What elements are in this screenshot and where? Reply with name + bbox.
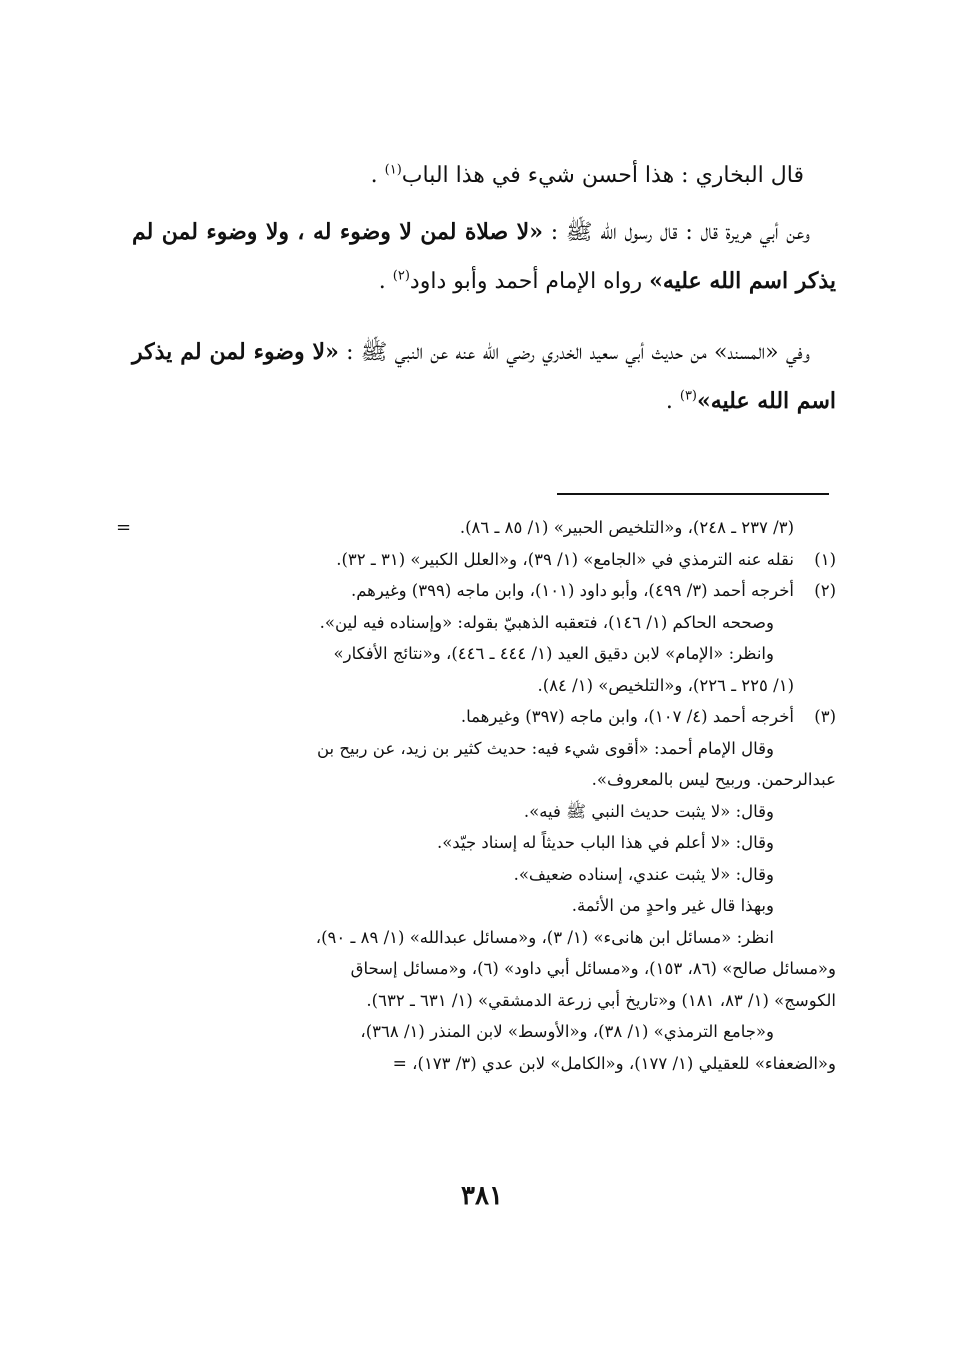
footnote-3-line: وبهذا قال غير واحدٍ من الأئمة. [571,896,774,915]
footnote-3-last-line [132,1048,836,1081]
paragraph-bukhari-text: قال البخاري : هذا أحسن شيء في هذا الباب [401,163,804,188]
footnote-3-line: وقال: «لا يثبت حديث النبي ﷺ فيه». [523,801,774,821]
paragraph-musnad-intro: وفي «المسند» من حديث أبي سعيد الخدري رضي الله عنه عن النبي ﷺ : [338,340,810,365]
paragraph-abu-hurayra-source: رواه الإمام أحمد وأبو داود [409,269,650,294]
footnote-3-line: الكوسج» (١/ ٨٣، ١٨١) و«تاريخ أبي زرعة الدمشقي» (١/ ٦٣١ ـ ٦٣٢). [366,990,836,1010]
paragraph-bukhari-end: . [370,163,385,188]
paragraph-abu-hurayra-end: . [378,269,393,294]
footnote-3-number: (٣) [814,707,836,726]
footnote-2-line: وانظر: «الإمام» لابن دقيق العيد (١/ ٤٤٤ ـ ٤٤٦)، و«نتائج الأفكار» [333,644,774,663]
footnote-2 [132,575,836,607]
footnote-continuation-text: (٣/ ٢٣٧ ـ ٢٤٨)، و«التلخيص الحبير» (١/ ٨٥ ـ ٨٦). [459,518,794,537]
page-number: ٣٨١ [461,1181,503,1211]
hadith-text-2: «لا وضوء لمن لم يذكر اسم الله عليه» [132,339,836,414]
footnote-1-text: نقله عنه الترمذي في «الجامع» (١/ ٣٩)، و«العلل الكبير» (٣١ ـ ٣٢). [336,549,794,569]
paragraph-abu-hurayra [132,208,836,306]
hadith-text-1: «لا صلاة لمن لا وضوء له ، ولا وضوء لمن لم يذكر اسم الله عليه» [132,219,836,294]
footnote-3-line: و«مسائل صالح» (٨٦، ١٥٣)، و«مسائل أبي داود» (٦)، و«مسائل إسحاق [350,959,836,978]
main-text [132,152,836,448]
footnote-2-line: وصححه الحاكم (١/ ١٤٦)، فتعقبه الذهبيّ بقوله: «وإسناده فيه لين». [319,612,774,632]
footnote-3 [132,701,836,733]
footnote-3-line: و«الضعفاء» للعقيلي (١/ ١٧٧)، و«الكامل» لابن عدي (٣/ ١٧٣)، [406,1053,836,1073]
footnotes [116,512,836,1080]
footnote-2-line: (١/ ٢٢٥ ـ ٢٢٦)، و«التلخيص» (١/ ٨٤). [537,675,794,695]
footnote-3-line: انظر: «مسائل ابن هانىء» (١/ ٣)، و«مسائل عبدالله» (١/ ٨٩ ـ ٩٠)، [315,927,774,947]
footnote-separator [557,493,829,495]
paragraph-musnad [132,328,836,426]
footnote-3-line: أخرجه أحمد (٤/ ١٠٧)، وابن ماجه (٣٩٧) وغيرهما. [460,707,794,726]
footnote-3-line: وقال الإمام أحمد: «أقوى شيء فيه: حديث كثير بن زيد، عن ربيح بن [316,738,774,758]
paragraph-bukhari [132,152,836,200]
paragraph-abu-hurayra-intro: وعن أبي هريرة قال : قال رسول الله ﷺ : [542,220,810,245]
footnote-3-line: وقال: «لا أعلم في هذا الباب حديثاً له إسناد جيّد». [436,833,774,852]
footnote-3-line: و«جامع الترمذي» (١/ ٣٨)، و«الأوسط» لابن المنذر (١/ ٣٦٨)، [360,1022,774,1041]
footnote-2-line: أخرجه أحمد (٣/ ٤٩٩)، وأبو داود (١٠١)، وابن ماجه (٣٩٩) وغيرهم. [350,581,794,600]
footnote-3-line: وقال: «لا يثبت عندي، إسناده ضعيف». [513,864,774,884]
footnote-2-number: (٢) [814,581,836,600]
footnote-ref-2: (٢) [392,268,410,284]
continuation-mark-end: = [392,1053,407,1074]
footnote-ref-1: (١) [384,162,402,178]
footnote-continuation: = (٣/ ٢٣٧ ـ ٢٤٨)، و«التلخيص الحبير» (١/ ٨٥ ـ ٨٦). [132,512,836,544]
footnote-1 [132,544,836,576]
footnote-3-line: عبدالرحمن. وربيح ليس بالمعروف». [591,770,836,789]
footnote-ref-3: (٣) [679,388,697,404]
footnote-1-number: (١) [814,549,836,569]
paragraph-musnad-end: . [665,389,680,414]
